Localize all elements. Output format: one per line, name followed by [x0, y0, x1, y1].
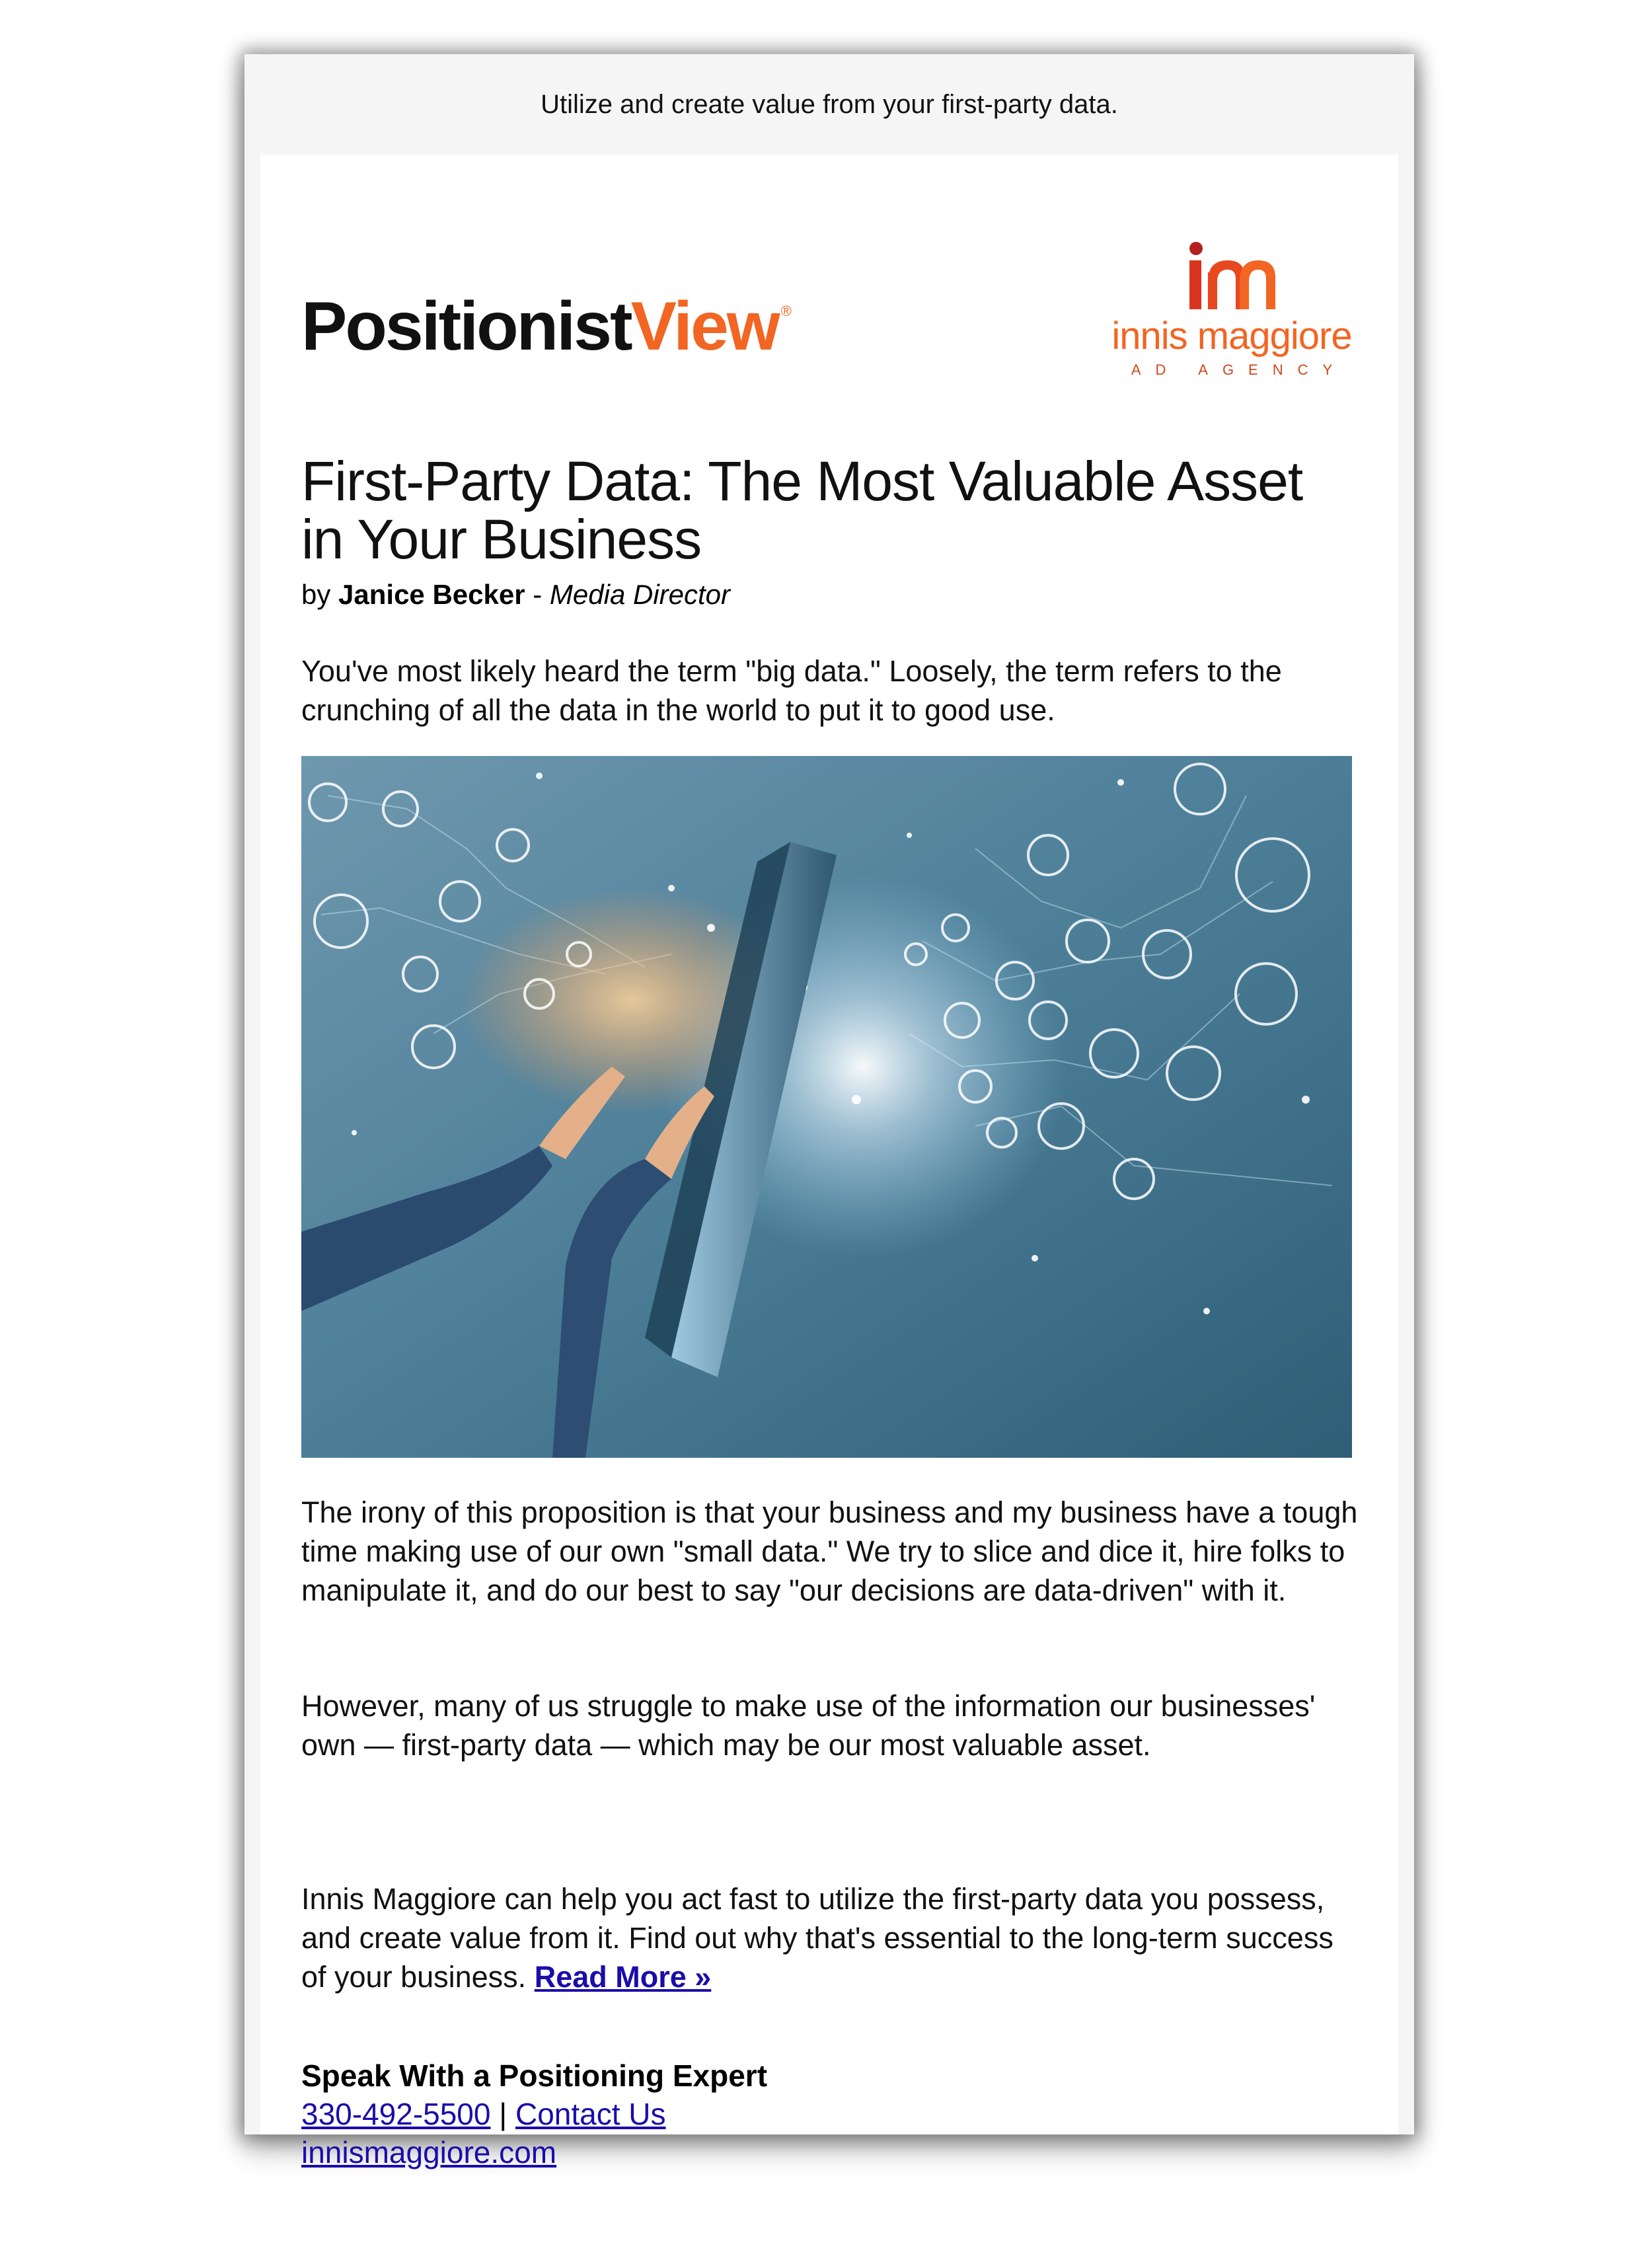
contact-us-link[interactable]: Contact Us [515, 2097, 666, 2131]
body-paragraph-2: However, many of us struggle to make use of the information our businesses' own — first-party data — which may be our most valuable asset. [301, 1689, 1316, 1762]
email-body [260, 155, 1398, 2170]
agency-name: innis maggiore [1111, 315, 1352, 358]
website-link[interactable]: innismaggiore.com [301, 2135, 557, 2170]
positionist-view-logo[interactable] [301, 288, 792, 365]
hero-image[interactable] [301, 756, 1352, 1458]
body-paragraph-1: The irony of this proposition is that your business and my business have a tough time making use of our own "small data." We try to slice and dice it, hire folks to manipulate it, and do our best to say "our decisions are data-driven" with it. [301, 1495, 1358, 1607]
author-role: Media Director [549, 579, 731, 610]
logo-word-positionist: Positionist [301, 288, 631, 365]
agency-tagline: AD AGENCY [1131, 361, 1347, 378]
contact-line [301, 2095, 666, 2133]
innis-maggiore-logo[interactable] [1100, 242, 1364, 381]
email-frame [244, 54, 1414, 2170]
contact-heading: Speak With a Positioning Expert [301, 2058, 768, 2093]
website-row [301, 2133, 556, 2171]
read-more-link[interactable]: Read More » [534, 1960, 712, 1994]
byline-separator: - [533, 579, 543, 610]
contact-divider: | [499, 2097, 507, 2131]
registered-mark: ® [780, 303, 792, 319]
im-monogram-icon [1184, 242, 1279, 312]
body-paragraph-3-text: Innis Maggiore can help you act fast to utilize the first-party data you possess, and create value from it. Find out why that's essential to the long-term success of your business. [301, 1882, 1333, 1994]
byline [301, 578, 730, 612]
article-title: First-Party Data: The Most Valuable Asset in Your Business [301, 450, 1303, 570]
intro-paragraph: You've most likely heard the term "big data." Loosely, the term refers to the crunching of all the data in the world to put it to good use. [301, 654, 1282, 727]
preheader [244, 54, 1414, 155]
phone-link[interactable]: 330-492-5500 [301, 2097, 491, 2131]
logo-word-view: View [630, 288, 778, 365]
preheader-text: Utilize and create value from your first-party data. [541, 90, 1118, 119]
body-paragraph-3 [301, 1879, 1359, 1996]
author-name: Janice Becker [338, 579, 525, 610]
byline-prefix: by [301, 579, 331, 610]
